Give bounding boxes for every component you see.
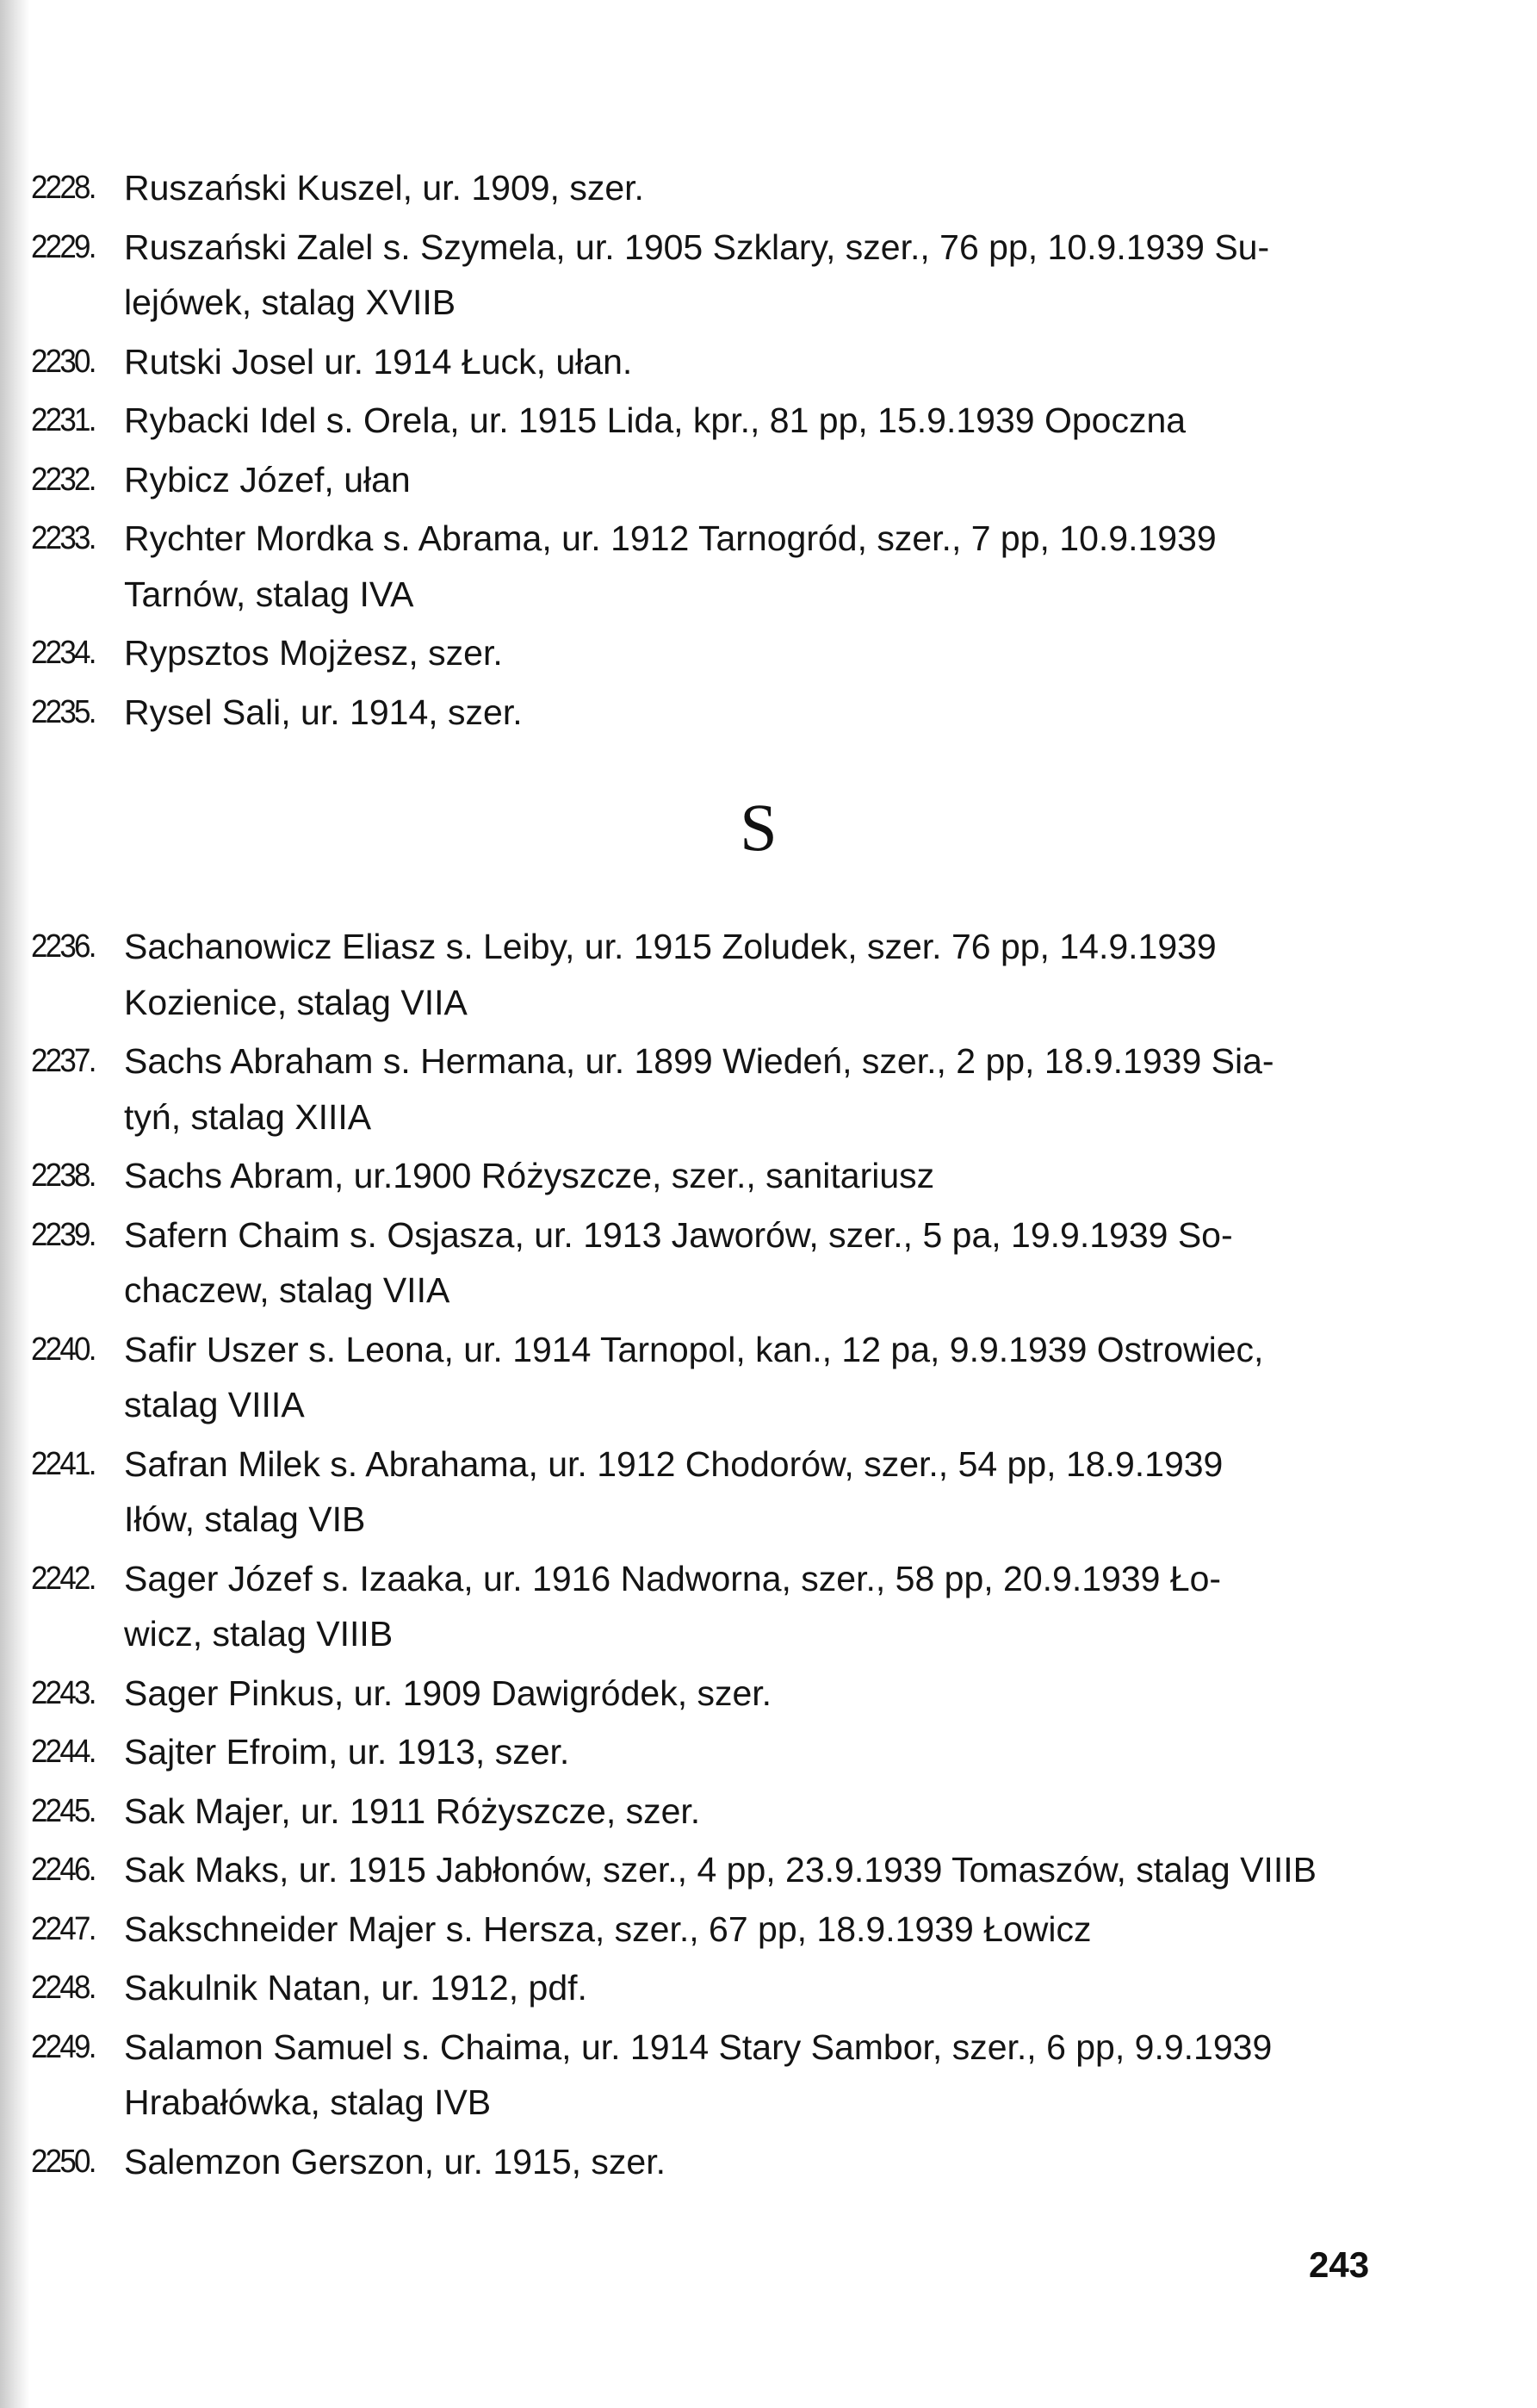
- entry-text: [124, 1322, 1391, 1433]
- entry-line: Sakschneider Majer s. Hersza, szer., 67 pp, 18.9.1939 Łowicz: [124, 1908, 1092, 1949]
- list-item: [31, 1322, 1391, 1433]
- list-item: [31, 1437, 1391, 1548]
- entry-line: Tarnów, stalag IVA: [124, 574, 414, 614]
- entry-text: [124, 2134, 1391, 2190]
- entry-line: Sachanowicz Eliasz s. Leiby, ur. 1915 Zoludek, szer. 76 pp, 14.9.1939: [124, 927, 1217, 966]
- entry-line: chaczew, stalag VIIA: [124, 1270, 450, 1310]
- entry-number: 2231.: [31, 402, 95, 438]
- entry-text: [124, 1842, 1391, 1898]
- entry-number: 2249.: [31, 2028, 95, 2065]
- entry-text: [124, 1666, 1391, 1722]
- entry-number: 2246.: [31, 1852, 95, 1888]
- list-item: [31, 1148, 1391, 1204]
- entry-number: 2247.: [31, 1910, 95, 1947]
- list-item: [31, 1666, 1391, 1722]
- entry-text: [124, 1148, 1391, 1204]
- entry-text: [124, 1437, 1391, 1548]
- list-item: [31, 334, 1391, 390]
- entry-text: [124, 685, 1391, 741]
- list-item: [31, 1551, 1391, 1662]
- page-spine-shadow: [0, 0, 29, 2408]
- entry-line: Rutski Josel ur. 1914 Łuck, ułan.: [124, 341, 633, 382]
- entry-line: Sachs Abram, ur.1900 Różyszcze, szer., sanitariusz: [124, 1156, 935, 1195]
- entry-number: 2244.: [31, 1734, 95, 1770]
- page-number: 243: [1309, 2244, 1370, 2285]
- entry-text: [124, 334, 1391, 390]
- entry-number: 2237.: [31, 1043, 95, 1079]
- list-item: [31, 1207, 1391, 1319]
- entry-number: 2250.: [31, 2143, 95, 2180]
- entry-text: [124, 1033, 1391, 1145]
- list-item: [31, 1902, 1391, 1958]
- entry-line: tyń, stalag XIIIA: [124, 1096, 372, 1137]
- entry-text: [124, 1960, 1391, 2016]
- entry-number: 2240.: [31, 1331, 95, 1368]
- entry-text: [124, 511, 1391, 622]
- entry-line: Rypsztos Mojżesz, szer.: [124, 633, 503, 673]
- entry-text: [124, 1551, 1391, 1662]
- entry-line: Salamon Samuel s. Chaima, ur. 1914 Stary Sambor, szer., 6 pp, 9.9.1939: [124, 2026, 1273, 2067]
- entry-number: 2238.: [31, 1157, 95, 1194]
- entry-number: 2228.: [31, 170, 95, 206]
- list-item: [31, 1960, 1391, 2016]
- entry-line: Ruszański Kuszel, ur. 1909, szer.: [124, 168, 644, 208]
- entry-number: 2233.: [31, 520, 95, 556]
- entry-line: Sajter Efroim, ur. 1913, szer.: [124, 1732, 570, 1772]
- entry-text: [124, 1724, 1391, 1780]
- entry-line: Kozienice, stalag VIIA: [124, 982, 468, 1022]
- section-letter: S: [740, 790, 778, 865]
- entry-text: [124, 1902, 1391, 1958]
- entry-line: Sak Majer, ur. 1911 Różyszcze, szer.: [124, 1790, 701, 1831]
- list-item: [31, 1033, 1391, 1145]
- entry-line: lejówek, stalag XVIIB: [124, 282, 456, 322]
- entry-number: 2235.: [31, 693, 95, 730]
- entry-text: [124, 1784, 1391, 1840]
- entry-number: 2239.: [31, 1216, 95, 1253]
- entry-line: Safern Chaim s. Osjasza, ur. 1913 Jaworów, szer., 5 pa, 19.9.1939 So-: [124, 1214, 1233, 1255]
- entry-text: [124, 452, 1391, 508]
- entry-line: Rybicz Józef, ułan: [124, 459, 411, 500]
- entry-line: wicz, stalag VIIIB: [124, 1614, 394, 1654]
- entry-number: 2236.: [31, 928, 95, 965]
- list-item: [31, 1724, 1391, 1780]
- entry-text: [124, 220, 1391, 331]
- entry-line: Safir Uszer s. Leona, ur. 1914 Tarnopol, kan., 12 pa, 9.9.1939 Ostrowiec,: [124, 1329, 1264, 1369]
- entry-line: Rybacki Idel s. Orela, ur. 1915 Lida, kpr., 81 pp, 15.9.1939 Opoczna: [124, 400, 1187, 440]
- entry-number: 2230.: [31, 343, 95, 380]
- entry-line: Salemzon Gerszon, ur. 1915, szer.: [124, 2141, 666, 2181]
- entry-number: 2243.: [31, 1674, 95, 1711]
- list-item: [31, 2134, 1391, 2190]
- entry-line: Iłów, stalag VIB: [124, 1499, 366, 1539]
- list-item: [31, 2020, 1391, 2131]
- list-item: [31, 1842, 1391, 1898]
- entry-text: [124, 2020, 1391, 2131]
- entry-line: Hrabałówka, stalag IVB: [124, 2082, 492, 2122]
- list-item: [31, 220, 1391, 331]
- entry-text: [124, 1207, 1391, 1319]
- entry-number: 2241.: [31, 1445, 95, 1482]
- entry-text: [124, 625, 1391, 681]
- entry-text: [124, 160, 1391, 216]
- entry-line: Sachs Abraham s. Hermana, ur. 1899 Wiedeń, szer., 2 pp, 18.9.1939 Sia-: [124, 1041, 1274, 1081]
- list-item: [31, 919, 1391, 1030]
- entry-line: stalag VIIIA: [124, 1385, 305, 1424]
- entry-list: [31, 160, 1391, 2193]
- list-item: [31, 452, 1391, 508]
- entry-number: 2245.: [31, 1792, 95, 1829]
- entry-line: Rychter Mordka s. Abrama, ur. 1912 Tarnogród, szer., 7 pp, 10.9.1939: [124, 518, 1217, 558]
- entry-line: Sager Józef s. Izaaka, ur. 1916 Nadworna, szer., 58 pp, 20.9.1939 Ło-: [124, 1558, 1222, 1598]
- entry-number: 2234.: [31, 635, 95, 671]
- entry-line: Sager Pinkus, ur. 1909 Dawigródek, szer.: [124, 1673, 772, 1713]
- entry-number: 2248.: [31, 1970, 95, 2006]
- entry-line: Sak Maks, ur. 1915 Jabłonów, szer., 4 pp, 23.9.1939 Tomaszów, stalag VIIIB: [124, 1850, 1317, 1890]
- section-heading-row: [31, 785, 1391, 871]
- entry-number: 2232.: [31, 461, 95, 498]
- entry-line: Rysel Sali, ur. 1914, szer.: [124, 692, 523, 732]
- entry-number: 2229.: [31, 228, 95, 265]
- entry-line: Safran Milek s. Abrahama, ur. 1912 Chodorów, szer., 54 pp, 18.9.1939: [124, 1443, 1224, 1484]
- list-item: [31, 625, 1391, 681]
- list-item: [31, 160, 1391, 216]
- entry-text: [124, 919, 1391, 1030]
- list-item: [31, 511, 1391, 622]
- entry-text: [124, 393, 1391, 449]
- list-item: [31, 393, 1391, 449]
- entry-line: Ruszański Zalel s. Szymela, ur. 1905 Szklary, szer., 76 pp, 10.9.1939 Su-: [124, 227, 1270, 267]
- list-item: [31, 685, 1391, 741]
- entry-number: 2242.: [31, 1560, 95, 1597]
- list-item: [31, 1784, 1391, 1840]
- entry-line: Sakulnik Natan, ur. 1912, pdf.: [124, 1968, 587, 2008]
